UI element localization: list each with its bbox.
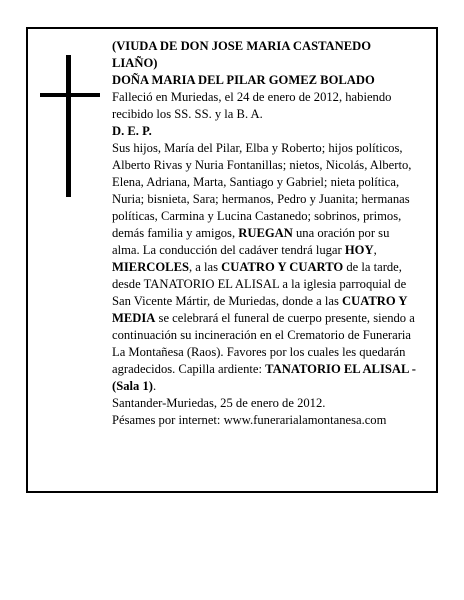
cuatro-y-cuarto-label: CUATRO Y CUARTO bbox=[221, 260, 344, 274]
widow-heading: (VIUDA DE DON JOSE MARIA CASTANEDO LIAÑO) bbox=[112, 39, 372, 70]
condolences-line: Pésames por internet: www.funerarialamontanesa.com bbox=[112, 413, 387, 427]
route-text: de la tarde, desde TANATORIO EL ALISAL a la iglesia parroquial de San Vicente Mártir, de Muriedas, donde a las bbox=[112, 260, 407, 308]
funeral-text: se celebrará el funeral de cuerpo presente, siendo a continuación su incineración en el Crematorio de Funeraria La Montañesa (Raos). Favores por los cuales les quedarán agradecidos. Capilla ardiente: bbox=[112, 311, 415, 376]
death-notice: Falleció en Muriedas, el 24 de enero de 2012, habiendo recibido los SS. SS. y la B. A. bbox=[112, 90, 392, 121]
family-list: Sus hijos, María del Pilar, Elba y Roberto; hijos políticos, Alberto Rivas y Nuria Fontanillas; nietos, Nicolás, Alberto, Elena, Adriana, Marta, Santiago y Gabriel; nieta política, Nuria; bisnieta, Sara; hermanos, Pedro y Juanita; hermanas políticas, Carmina y Lucina Castanedo; sobrinos, primos, demás familia y amigos, bbox=[112, 141, 412, 240]
cross-horizontal-bar bbox=[40, 93, 100, 97]
ruegan-label: RUEGAN bbox=[238, 226, 293, 240]
hoy-label: HOY bbox=[344, 243, 374, 257]
family-paragraph bbox=[112, 140, 418, 395]
place-date: Santander-Muriedas, 25 de enero de 2012. bbox=[112, 396, 326, 410]
cross-icon bbox=[40, 55, 100, 197]
cuatro-y-media-label: CUATRO Y MEDIA bbox=[112, 294, 407, 325]
period-text: . bbox=[152, 379, 157, 393]
a-las-text: , a las bbox=[188, 260, 222, 274]
dep-label: D. E. P. bbox=[112, 124, 152, 138]
chapel-label: TANATORIO EL ALISAL - (Sala 1) bbox=[112, 362, 416, 393]
miercoles-label: MIERCOLES bbox=[112, 260, 189, 274]
cross-vertical-bar bbox=[66, 55, 71, 197]
obituary-text bbox=[112, 38, 418, 429]
comma-text: , bbox=[373, 243, 377, 257]
deceased-name: DOÑA MARIA DEL PILAR GOMEZ BOLADO bbox=[112, 73, 375, 87]
ruegan-text: una oración por su alma. La conducción del cadáver tendrá lugar bbox=[112, 226, 390, 257]
